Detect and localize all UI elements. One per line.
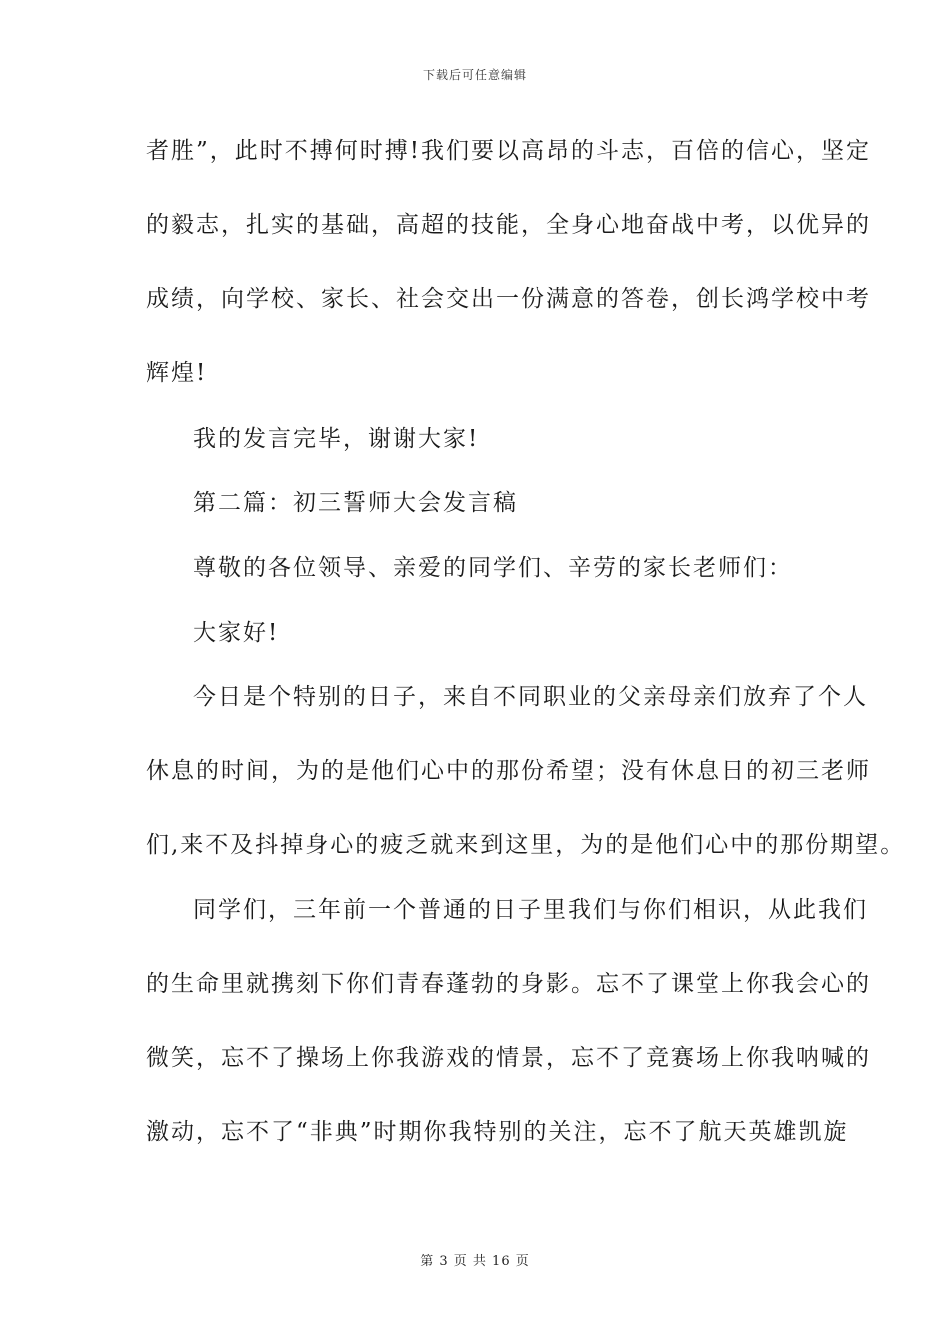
closing-line: 我的发言完毕，谢谢大家! xyxy=(193,426,480,452)
body-line: 的生命里就携刻下你们青春蓬勃的身影。忘不了课堂上你我会心的 xyxy=(146,971,871,997)
body-line: 激动，忘不了“非典”时期你我特别的关注，忘不了航天英雄凯旋 xyxy=(146,1119,849,1145)
body-line: 的毅志，扎实的基础，高超的技能，全身心地奋战中考，以优异的 xyxy=(146,212,871,238)
body-line: 微笑，忘不了操场上你我游戏的情景，忘不了竞赛场上你我呐喊的 xyxy=(146,1045,871,1071)
salutation: 尊敬的各位领导、亲爱的同学们、辛劳的家长老师们： xyxy=(193,555,793,581)
body-line: 今日是个特别的日子，来自不同职业的父亲母亲们放弃了个人 xyxy=(193,684,868,710)
page-number: 第 3 页 共 16 页 xyxy=(420,1254,530,1269)
page-header: 下载后可任意编辑 xyxy=(422,68,527,82)
body-line: 同学们，三年前一个普通的日子里我们与你们相识，从此我们 xyxy=(193,897,868,923)
section-heading: 第二篇：初三誓师大会发言稿 xyxy=(193,490,518,516)
body-line: 成绩，向学校、家长、社会交出一份满意的答卷，创长鸿学校中考 xyxy=(146,286,871,312)
body-line: 休息的时间，为的是他们心中的那份希望；没有休息日的初三老师 xyxy=(146,758,871,784)
body-line: 们,来不及抖掉身心的疲乏就来到这里，为的是他们心中的那份期望。 xyxy=(146,832,906,858)
body-line: 辉煌! xyxy=(146,360,208,386)
body-line: 者胜”，此时不搏何时搏!我们要以高昂的斗志，百倍的信心，坚定 xyxy=(146,138,872,164)
greeting: 大家好! xyxy=(193,620,280,646)
